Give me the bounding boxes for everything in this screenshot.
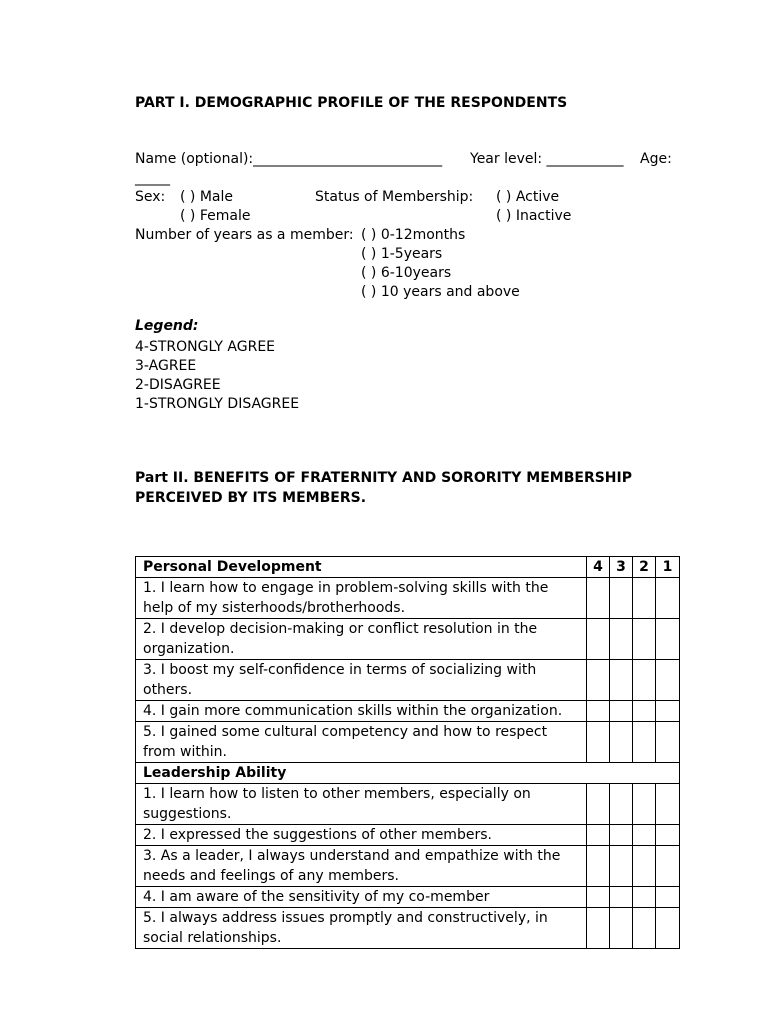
rating-cell-3[interactable] <box>610 846 633 887</box>
rating-cell-1[interactable] <box>656 846 680 887</box>
part1-title: PART I. DEMOGRAPHIC PROFILE OF THE RESPONDENTS <box>135 95 568 111</box>
years-option-1-5[interactable]: ( ) 1-5years <box>361 246 443 262</box>
rating-header-1: 1 <box>656 557 680 578</box>
rating-cell-3[interactable] <box>610 619 633 660</box>
sex-label: Sex: <box>135 189 166 205</box>
statement-cell: 3. I boost my self-confidence in terms of socializing with others. <box>136 660 587 701</box>
rating-cell-4[interactable] <box>587 825 610 846</box>
table-row <box>136 701 680 722</box>
table-row <box>136 908 680 949</box>
statement-cell: 5. I gained some cultural competency and how to respect from within. <box>136 722 587 763</box>
rating-cell-4[interactable] <box>587 660 610 701</box>
status-label: Status of Membership: <box>315 189 474 205</box>
years-label: Number of years as a member: <box>135 227 354 243</box>
sex-option-male[interactable]: ( ) Male <box>180 189 233 205</box>
rating-cell-4[interactable] <box>587 784 610 825</box>
statement-cell: 4. I gain more communication skills within the organization. <box>136 701 587 722</box>
statement-cell: 2. I expressed the suggestions of other members. <box>136 825 587 846</box>
table-row <box>136 722 680 763</box>
rating-cell-2[interactable] <box>633 825 656 846</box>
rating-cell-1[interactable] <box>656 578 680 619</box>
rating-cell-2[interactable] <box>633 908 656 949</box>
rating-cell-2[interactable] <box>633 846 656 887</box>
rating-cell-2[interactable] <box>633 701 656 722</box>
rating-cell-3[interactable] <box>610 701 633 722</box>
rating-cell-2[interactable] <box>633 887 656 908</box>
rating-header-3: 3 <box>610 557 633 578</box>
section-header-row <box>136 763 680 784</box>
rating-header-4: 4 <box>587 557 610 578</box>
rating-cell-3[interactable] <box>610 660 633 701</box>
section-title-leadership-ability: Leadership Ability <box>136 763 680 784</box>
rating-cell-2[interactable] <box>633 619 656 660</box>
rating-cell-2[interactable] <box>633 578 656 619</box>
rating-cell-2[interactable] <box>633 722 656 763</box>
legend-title: Legend: <box>135 318 199 334</box>
rating-table <box>135 556 680 949</box>
table-row <box>136 846 680 887</box>
statement-cell: 2. I develop decision-making or conflict resolution in the organization. <box>136 619 587 660</box>
rating-cell-3[interactable] <box>610 887 633 908</box>
rating-cell-1[interactable] <box>656 825 680 846</box>
status-option-inactive[interactable]: ( ) Inactive <box>496 208 572 224</box>
rating-cell-3[interactable] <box>610 825 633 846</box>
statement-cell: 1. I learn how to listen to other members, especially on suggestions. <box>136 784 587 825</box>
statement-cell: 5. I always address issues promptly and constructively, in social relationships. <box>136 908 587 949</box>
rating-cell-4[interactable] <box>587 887 610 908</box>
rating-cell-4[interactable] <box>587 722 610 763</box>
statement-cell: 4. I am aware of the sensitivity of my co-member <box>136 887 587 908</box>
statement-cell: 1. I learn how to engage in problem-solving skills with the help of my sisterhoods/brotherhoods. <box>136 578 587 619</box>
year-level-field[interactable]: Year level: ___________ <box>470 151 624 167</box>
years-option-10-above[interactable]: ( ) 10 years and above <box>361 284 520 300</box>
rating-cell-1[interactable] <box>656 908 680 949</box>
rating-header-2: 2 <box>633 557 656 578</box>
name-field[interactable]: Name (optional):___________________________ <box>135 151 443 167</box>
rating-cell-3[interactable] <box>610 784 633 825</box>
rating-cell-2[interactable] <box>633 784 656 825</box>
rating-cell-4[interactable] <box>587 908 610 949</box>
rating-cell-1[interactable] <box>656 619 680 660</box>
legend-item: 2-DISAGREE <box>135 377 221 393</box>
rating-cell-1[interactable] <box>656 784 680 825</box>
legend-item: 3-AGREE <box>135 358 197 374</box>
rating-cell-1[interactable] <box>656 701 680 722</box>
table-row <box>136 825 680 846</box>
part2-title-line2: PERCEIVED BY ITS MEMBERS. <box>135 490 367 506</box>
table-row <box>136 887 680 908</box>
rating-cell-1[interactable] <box>656 660 680 701</box>
rating-cell-3[interactable] <box>610 578 633 619</box>
rating-cell-4[interactable] <box>587 846 610 887</box>
rating-cell-3[interactable] <box>610 908 633 949</box>
age-label: Age: <box>640 151 672 167</box>
part2-title-line1: Part II. BENEFITS OF FRATERNITY AND SORORITY MEMBERSHIP <box>135 470 632 486</box>
legend-item: 4-STRONGLY AGREE <box>135 339 276 355</box>
section-title-personal-development: Personal Development <box>136 557 587 578</box>
sex-option-female[interactable]: ( ) Female <box>180 208 251 224</box>
status-option-active[interactable]: ( ) Active <box>496 189 560 205</box>
rating-cell-4[interactable] <box>587 619 610 660</box>
table-row <box>136 784 680 825</box>
rating-cell-3[interactable] <box>610 722 633 763</box>
rating-cell-2[interactable] <box>633 660 656 701</box>
years-option-0-12[interactable]: ( ) 0-12months <box>361 227 466 243</box>
years-option-6-10[interactable]: ( ) 6-10years <box>361 265 452 281</box>
legend-item: 1-STRONGLY DISAGREE <box>135 396 300 412</box>
section-header-row <box>136 557 680 578</box>
rating-cell-4[interactable] <box>587 701 610 722</box>
rating-cell-4[interactable] <box>587 578 610 619</box>
rating-cell-1[interactable] <box>656 722 680 763</box>
rating-cell-1[interactable] <box>656 887 680 908</box>
table-row <box>136 619 680 660</box>
table-row <box>136 578 680 619</box>
table-row <box>136 660 680 701</box>
age-field[interactable]: _____ <box>135 170 170 186</box>
statement-cell: 3. As a leader, I always understand and empathize with the needs and feelings of any members. <box>136 846 587 887</box>
